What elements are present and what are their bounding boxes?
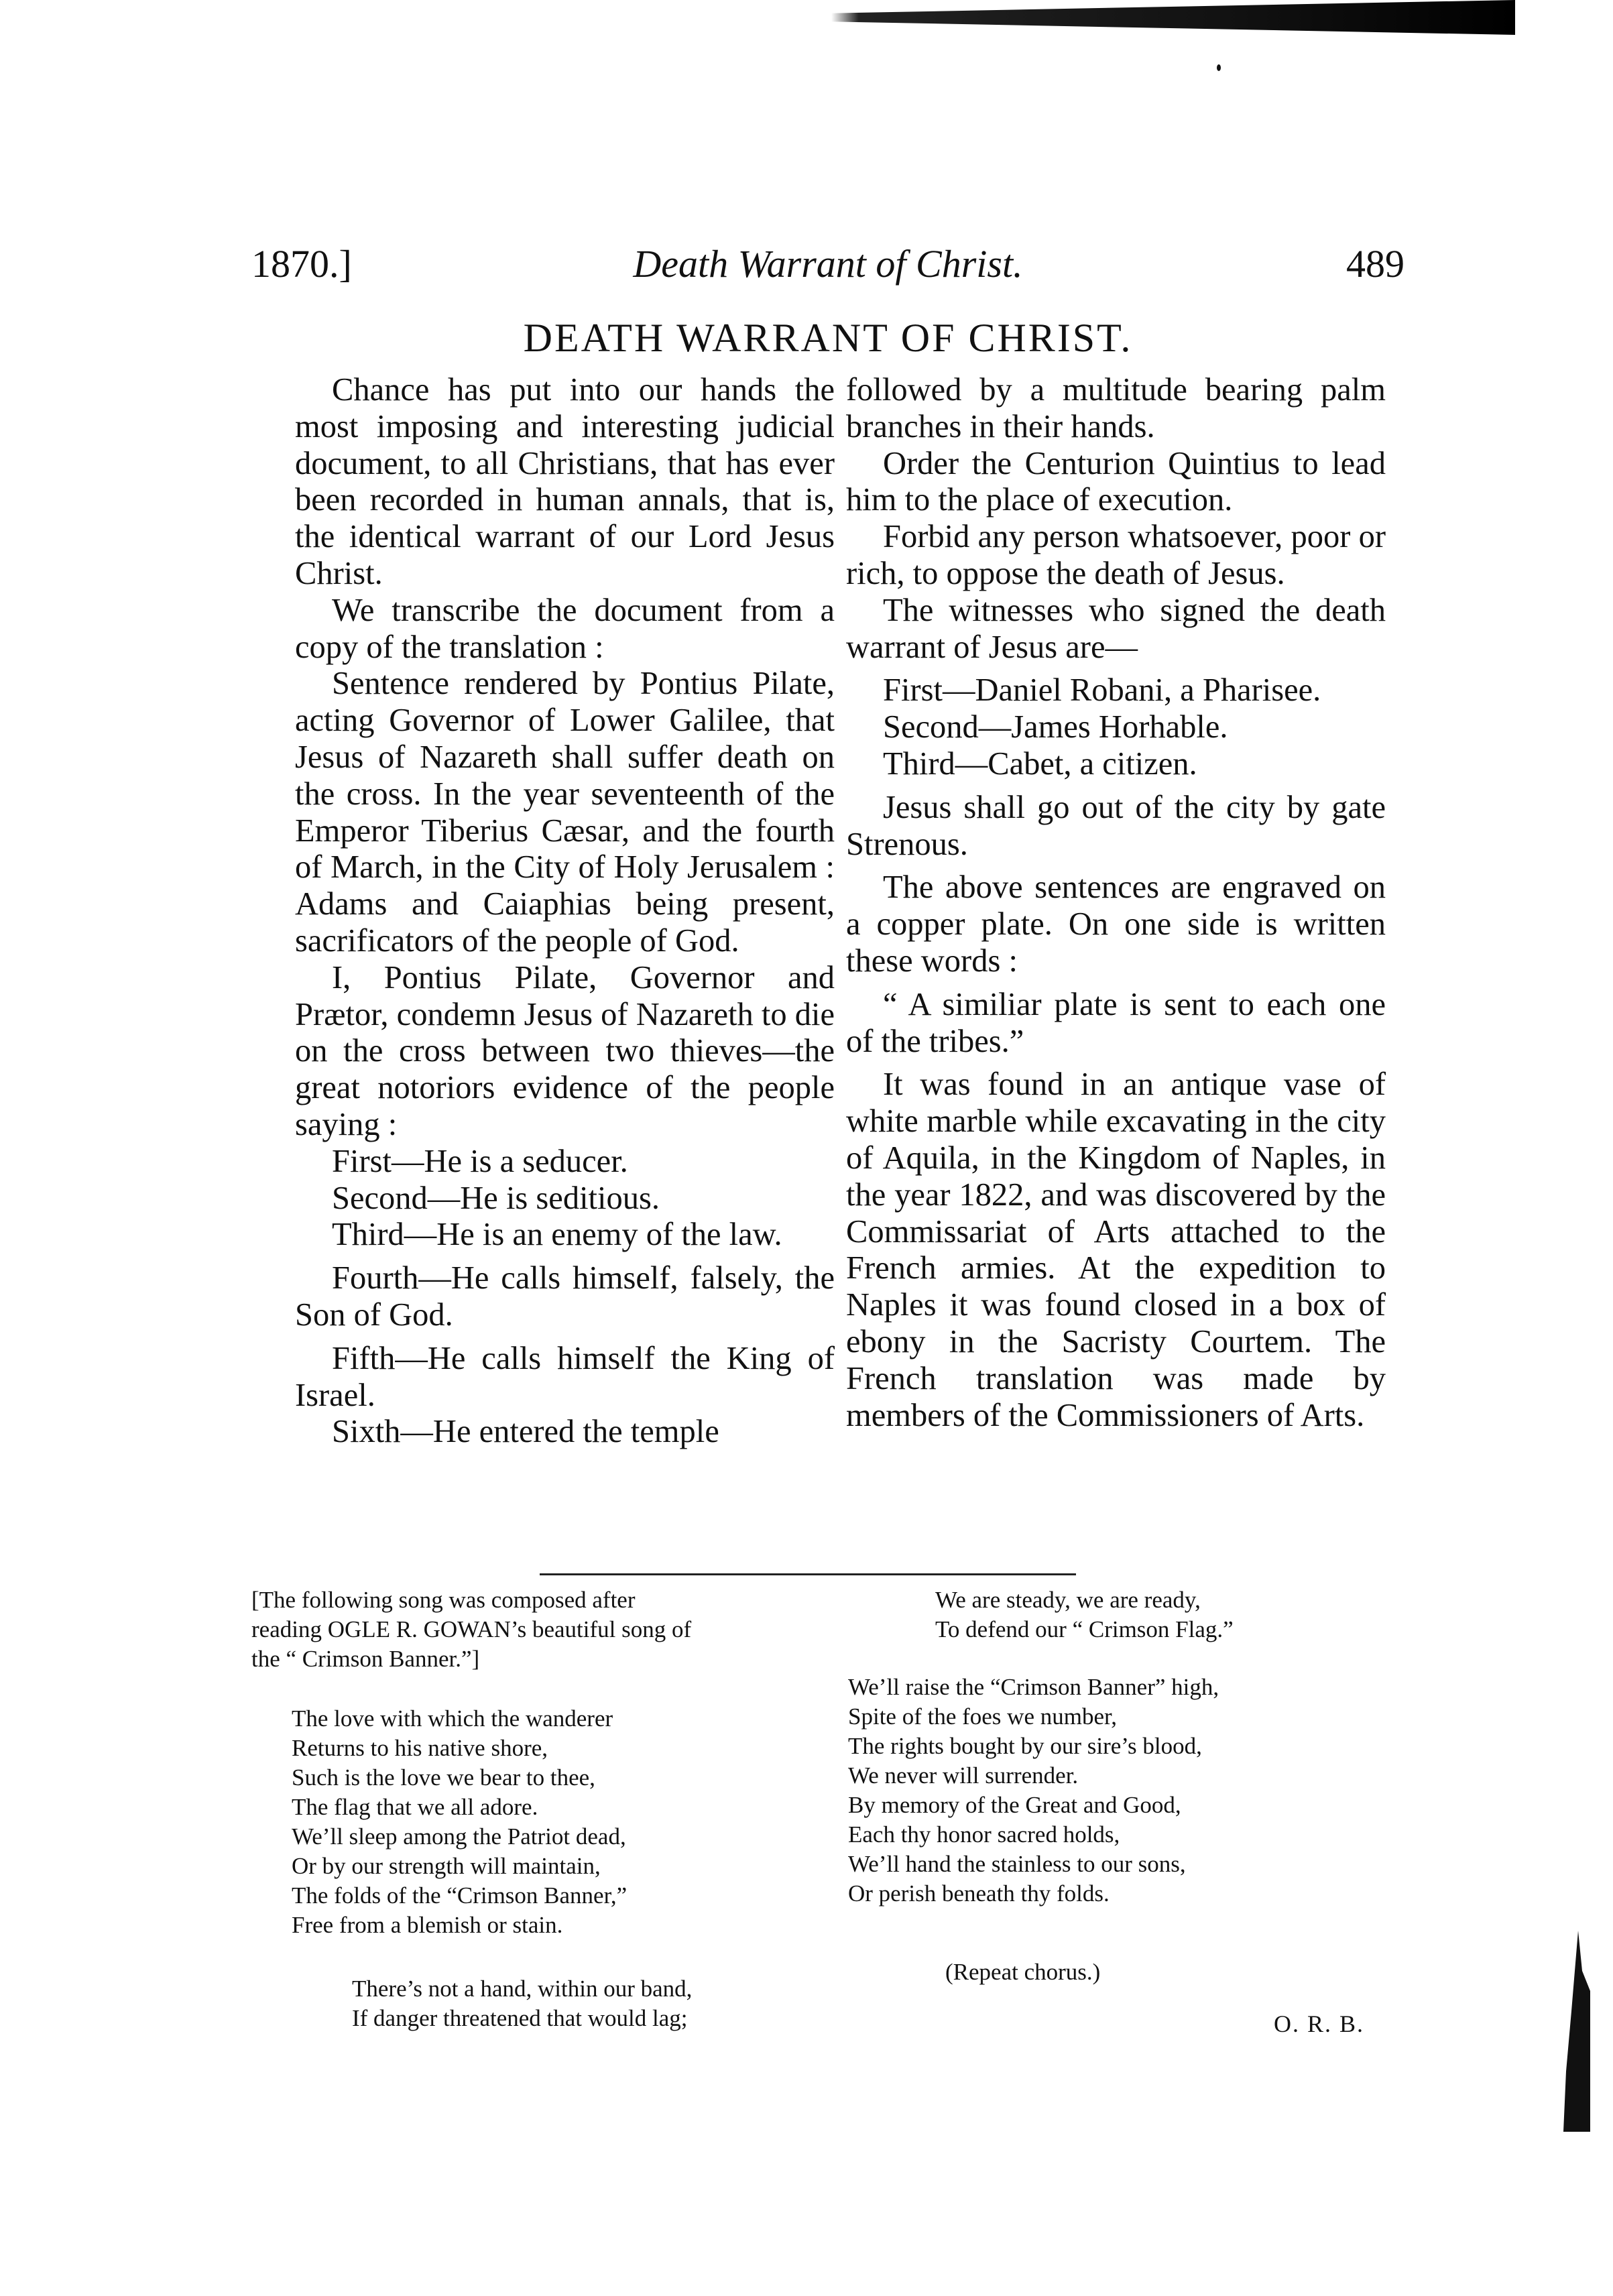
running-head-title: Death Warrant of Christ. (633, 242, 1023, 286)
accusation-item: First—He is a seducer. (332, 1143, 628, 1179)
poem-line: Returns to his native shore, (292, 1735, 548, 1761)
chorus-note: (Repeat chorus.) (945, 1959, 1101, 1985)
poem-line: The love with which the wanderer (292, 1705, 613, 1732)
accusation-item: Sixth—He entered the temple (332, 1414, 719, 1450)
accusation-item: Fourth—He calls himself, falsely, the Son of God. (295, 1260, 835, 1333)
paragraph: The above sentences are engraved on a copper plate. On one side is written these words : (846, 869, 1386, 979)
paragraph: followed by a multitude bearing palm branches in their hands. (846, 372, 1386, 444)
scan-artifact-edge (1563, 1931, 1590, 2132)
section-divider (540, 1573, 1076, 1575)
poem-line: Or by our strength will maintain, (292, 1853, 601, 1879)
scan-artifact-speck (1217, 64, 1221, 71)
poem-line: We’ll hand the stainless to our sons, (848, 1851, 1186, 1877)
poem-line: We never will surrender. (848, 1762, 1079, 1789)
poem-stanza-4 (848, 1673, 1219, 1909)
poem-line: We’ll sleep among the Patriot dead, (292, 1823, 626, 1850)
poem-note-line: reading OGLE R. GOWAN’s beautiful song of (251, 1616, 692, 1642)
paragraph: Chance has put into our hands the most imposing and interesting judicial document, to all Christians, that has ever been recorded in human annals, that is, the identical warrant of our Lord Jesus Christ. (295, 372, 835, 591)
poem-line: If danger threatened that would lag; (352, 2005, 688, 2031)
poem-note (251, 1585, 828, 1674)
poem-line: Spite of the foes we number, (848, 1703, 1117, 1730)
poem-line: The folds of the “Crimson Banner,” (292, 1882, 628, 1909)
scan-artifact-bar (831, 0, 1515, 35)
paragraph: I, Pontius Pilate, Governor and Prætor, condemn Jesus of Nazareth to die on the cross between two thieves—the great notoriors evidence of the people saying : (295, 959, 835, 1142)
running-head (251, 241, 1405, 295)
poem-line: The flag that we all adore. (292, 1794, 538, 1820)
poem-note-line: [The following song was composed after (251, 1587, 636, 1613)
running-head-year: 1870.] (251, 242, 352, 286)
accusation-item: Fifth—He calls himself the King of Israel. (295, 1340, 835, 1413)
poem-stanza-1 (292, 1704, 627, 1940)
paragraph: We transcribe the document from a copy of the translation : (295, 592, 835, 665)
right-column (846, 372, 1386, 1434)
witness-item: Second—James Horhable. (883, 709, 1228, 745)
poem-note-line: the “ Crimson Banner.”] (251, 1646, 480, 1672)
paragraph: Jesus shall go out of the city by gate Strenous. (846, 789, 1386, 862)
paragraph: The witnesses who signed the death warrant of Jesus are— (846, 592, 1386, 665)
poem-line: We are steady, we are ready, (935, 1587, 1201, 1613)
accusation-item: Third—He is an enemy of the law. (332, 1217, 782, 1253)
witness-item: First—Daniel Robani, a Pharisee. (883, 672, 1321, 709)
poem-line: The rights bought by our sire’s blood, (848, 1733, 1202, 1759)
signature: O. R. B. (1274, 2010, 1365, 2037)
witness-item: Third—Cabet, a citizen. (883, 745, 1197, 782)
poem-line: To defend our “ Crimson Flag.” (935, 1616, 1234, 1642)
paragraph: “ A similiar plate is sent to each one of the tribes.” (846, 986, 1386, 1059)
poem-line: Such is the love we bear to thee, (292, 1764, 595, 1791)
paragraph: It was found in an antique vase of white marble while excavating in the city of Aquila, in the Kingdom of Naples, in the year 1822, and was discovered by the Commissariat of Arts attached to the French armies. At the expedition to Naples it was found closed in a box of ebony in the Sacristy Courtem. The French translation was made by members of the Commissioners of Arts. (846, 1067, 1386, 1433)
poem-stanza-3 (935, 1585, 1234, 1644)
accusation-item: Second—He is seditious. (332, 1180, 660, 1216)
poem-line: Free from a blemish or stain. (292, 1912, 563, 1938)
poem-line: Each thy honor sacred holds, (848, 1821, 1120, 1848)
paragraph: Order the Centurion Quintius to lead him to the place of execution. (846, 445, 1386, 518)
article-title: DEATH WARRANT OF CHRIST. (523, 316, 1133, 360)
poem-line: Or perish beneath thy folds. (848, 1880, 1110, 1907)
paragraph: Forbid any person whatsoever, poor or rich, to oppose the death of Jesus. (846, 519, 1386, 591)
paragraph: Sentence rendered by Pontius Pilate, acting Governor of Lower Galilee, that Jesus of Nazareth shall suffer death on the cross. In the year seventeenth of the Emperor Tiberius Cæsar, and the fourth of March, in the City of Holy Jerusalem : Adams and Caiaphias being present, sacrificators of the people of God. (295, 666, 835, 959)
poem-stanza-2 (352, 1974, 692, 2033)
poem-line: There’s not a hand, within our band, (352, 1976, 693, 2002)
poem-line: We’ll raise the “Crimson Banner” high, (848, 1674, 1219, 1700)
left-column (295, 372, 835, 1451)
page-number: 489 (1346, 242, 1405, 286)
poem-line: By memory of the Great and Good, (848, 1792, 1181, 1818)
